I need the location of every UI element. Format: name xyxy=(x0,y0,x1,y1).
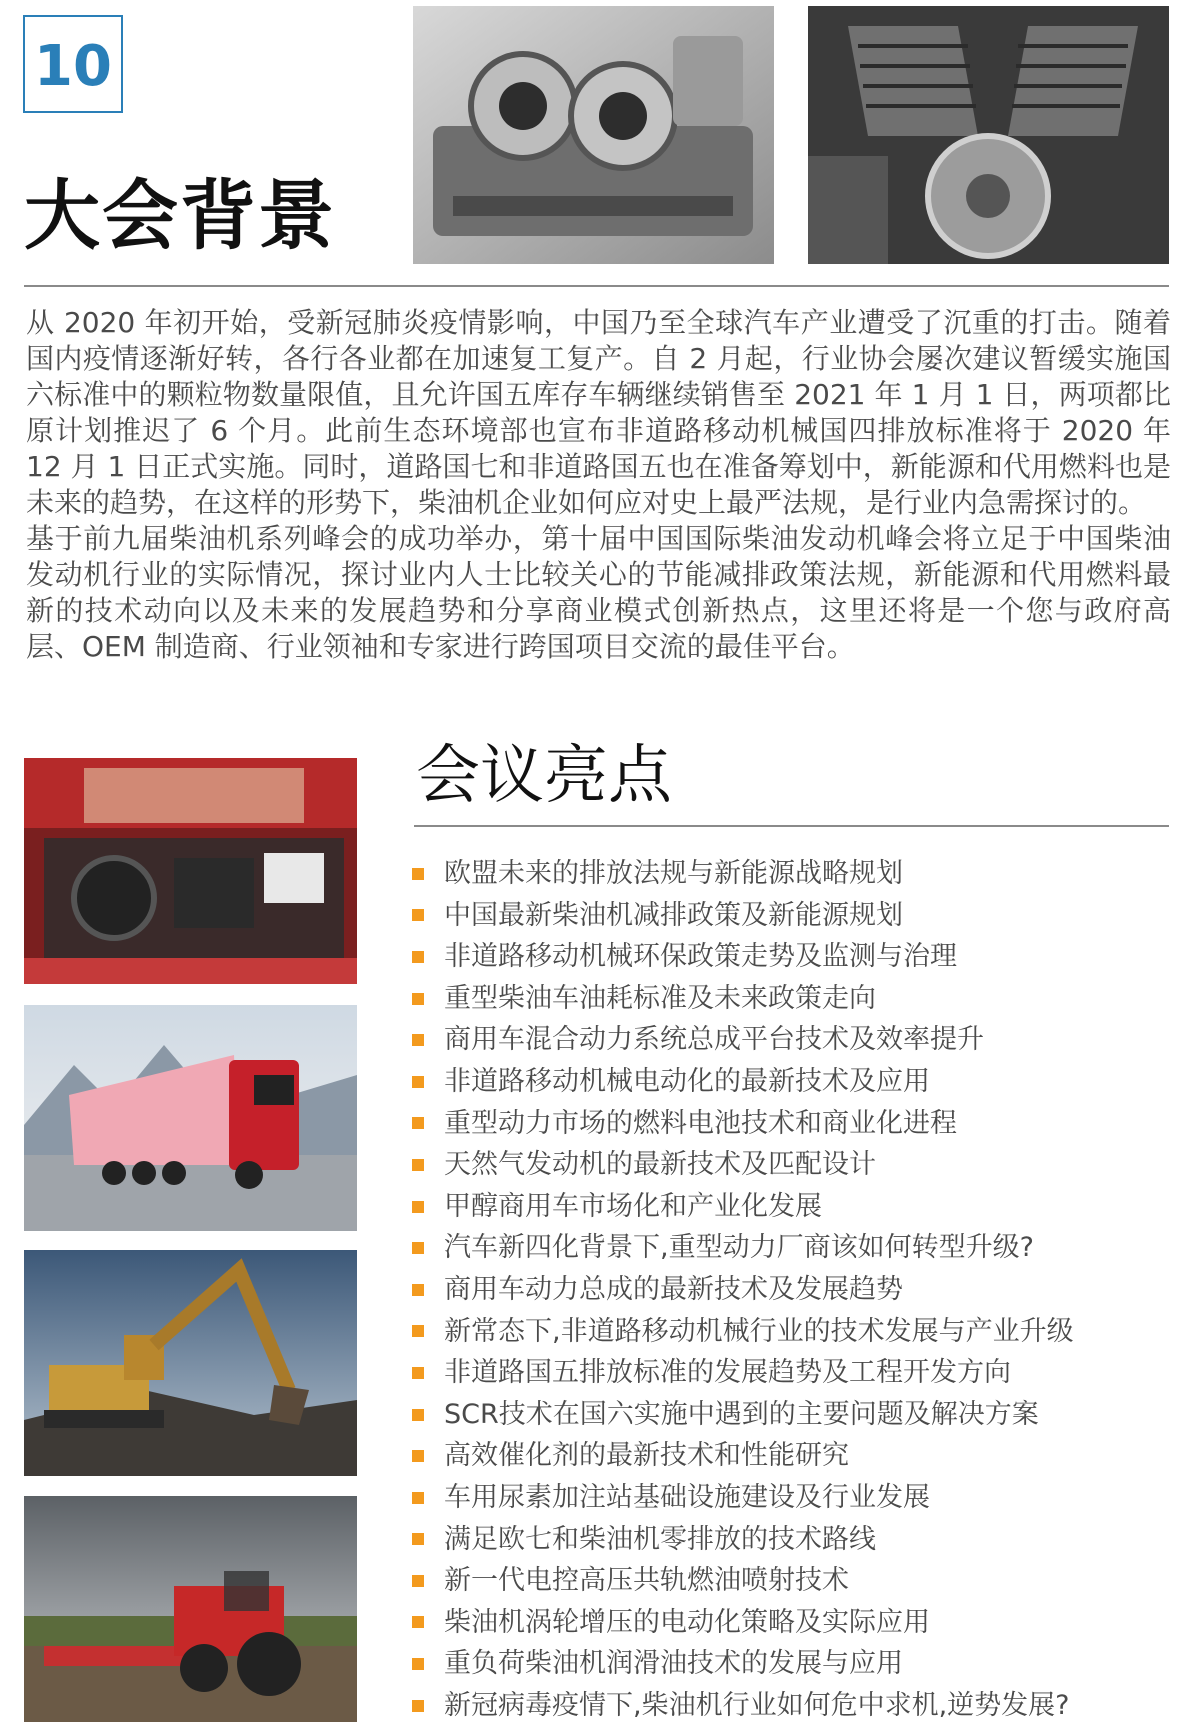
square-bullet-icon xyxy=(412,1492,424,1504)
background-paragraph-2: 基于前九届柴油机系列峰会的成功举办，第十届中国国际柴油发动机峰会将立足于中国柴油发动机行业的实际情况，探讨业内人士比较关心的节能减排政策法规，新能源和代用燃料最新的技术动向以及未来的发展趋势和分享商业模式创新热点，这里还将是一个您与政府高层、OEM 制造商、行业领袖和专家进行跨国项目交流的最佳平台。 xyxy=(26,522,1171,663)
highlight-text: 非道路移动机械环保政策走势及监测与治理 xyxy=(444,941,957,973)
square-bullet-icon xyxy=(412,1533,424,1545)
highlight-item xyxy=(412,936,1172,978)
square-bullet-icon xyxy=(412,868,424,880)
highlight-item xyxy=(412,1269,1172,1311)
highlight-text: 天然气发动机的最新技术及匹配设计 xyxy=(444,1149,876,1181)
highlight-item xyxy=(412,1560,1172,1602)
highlight-text: 非道路移动机械电动化的最新技术及应用 xyxy=(444,1065,930,1097)
background-paragraph-1: 从 2020 年初开始，受新冠肺炎疫情影响，中国乃至全球汽车产业遭受了沉重的打击。随着国内疫情逐渐好转，各行各业都在加速复工复产。自 2 月起，行业协会屡次建议暂缓实施国六标准中的颗粒物数量限值，且允许国五库存车辆继续销售至 2021 年 1 月 1 日，两项都比原计划推迟了 6 个月。此前生态环境部也宣布非道路移动机械国四排放标准将于 2020 年 12 月 1 日正式实施。同时，道路国七和非道路国五也在准备筹划中，新能源和代用燃料也是未来的趋势，在这样的形势下，柴油机企业如何应对史上最严法规，是行业内急需探讨的。 xyxy=(26,306,1171,519)
turbo-engine-photo xyxy=(413,6,774,264)
square-bullet-icon xyxy=(412,1616,424,1628)
square-bullet-icon xyxy=(412,1658,424,1670)
square-bullet-icon xyxy=(412,1242,424,1254)
square-bullet-icon xyxy=(412,1700,424,1712)
square-bullet-icon xyxy=(412,1117,424,1129)
highlight-text: 高效催化剂的最新技术和性能研究 xyxy=(444,1440,849,1472)
square-bullet-icon xyxy=(412,1284,424,1296)
highlight-item xyxy=(412,1643,1172,1685)
highlight-text: 重型柴油车油耗标准及未来政策走向 xyxy=(444,982,876,1014)
highlight-text: 商用车混合动力系统总成平台技术及效率提升 xyxy=(444,1024,984,1056)
square-bullet-icon xyxy=(412,951,424,963)
highlight-text: 新常态下,非道路移动机械行业的技术发展与产业升级 xyxy=(444,1315,1074,1347)
highlight-text: 欧盟未来的排放法规与新能源战略规划 xyxy=(444,858,903,889)
highlight-text: 满足欧七和柴油机零排放的技术路线 xyxy=(444,1523,876,1555)
v-twin-engine-photo xyxy=(808,6,1169,264)
tractor-photo xyxy=(24,1496,357,1722)
square-bullet-icon xyxy=(412,1076,424,1088)
background-divider xyxy=(24,285,1169,287)
square-bullet-icon xyxy=(412,1575,424,1587)
highlight-text: SCR技术在国六实施中遇到的主要问题及解决方案 xyxy=(444,1398,1039,1430)
highlight-item xyxy=(412,895,1172,937)
highlights-list xyxy=(412,853,1172,1726)
highlight-text: 汽车新四化背景下,重型动力厂商该如何转型升级? xyxy=(444,1232,1034,1264)
highlight-item xyxy=(412,1227,1172,1269)
square-bullet-icon xyxy=(412,1367,424,1379)
highlight-item xyxy=(412,1477,1172,1519)
highlight-item xyxy=(412,1519,1172,1561)
highlight-item xyxy=(412,1435,1172,1477)
logo-number-graphic xyxy=(25,17,121,111)
highlight-text: 柴油机涡轮增压的电动化策略及实际应用 xyxy=(444,1606,930,1638)
square-bullet-icon xyxy=(412,1159,424,1171)
highlight-text: 重负荷柴油机润滑油技术的发展与应用 xyxy=(444,1648,903,1680)
highlight-text: 甲醇商用车市场化和产业化发展 xyxy=(444,1190,822,1222)
square-bullet-icon xyxy=(412,1034,424,1046)
highlight-item xyxy=(412,1685,1172,1726)
highlights-title: 会议亮点 xyxy=(416,739,672,813)
background-text xyxy=(26,305,1171,665)
highlights-divider xyxy=(414,825,1169,827)
square-bullet-icon xyxy=(412,1450,424,1462)
highlight-item xyxy=(412,1061,1172,1103)
highlight-text: 商用车动力总成的最新技术及发展趋势 xyxy=(444,1273,903,1305)
highlight-item xyxy=(412,1019,1172,1061)
excavator-photo xyxy=(24,1250,357,1476)
highlight-text: 新冠病毒疫情下,柴油机行业如何危中求机,逆势发展? xyxy=(444,1689,1070,1721)
square-bullet-icon xyxy=(412,909,424,921)
highlight-item xyxy=(412,1602,1172,1644)
highlight-item xyxy=(412,1103,1172,1145)
highlight-item xyxy=(412,1186,1172,1228)
highlight-text: 中国最新柴油机减排政策及新能源规划 xyxy=(444,899,903,931)
highlight-text: 非道路国五排放标准的发展趋势及工程开发方向 xyxy=(444,1357,1011,1389)
square-bullet-icon xyxy=(412,1409,424,1421)
highlight-item xyxy=(412,978,1172,1020)
highlight-item xyxy=(412,1144,1172,1186)
highlight-text: 车用尿素加注站基础设施建设及行业发展 xyxy=(444,1481,930,1513)
highlight-item xyxy=(412,853,1172,895)
square-bullet-icon xyxy=(412,993,424,1005)
red-truck-photo xyxy=(24,1005,357,1231)
highlight-item xyxy=(412,1311,1172,1353)
event-logo xyxy=(23,15,123,113)
highlight-item xyxy=(412,1352,1172,1394)
highlight-item xyxy=(412,1394,1172,1436)
square-bullet-icon xyxy=(412,1201,424,1213)
logo-number: 10 xyxy=(34,34,112,99)
highlight-text: 重型动力市场的燃料电池技术和商业化进程 xyxy=(444,1107,957,1139)
red-machinery-engine-photo xyxy=(24,758,357,984)
highlight-text: 新一代电控高压共轨燃油喷射技术 xyxy=(444,1565,849,1597)
square-bullet-icon xyxy=(412,1325,424,1337)
background-title: 大会背景 xyxy=(24,171,336,260)
